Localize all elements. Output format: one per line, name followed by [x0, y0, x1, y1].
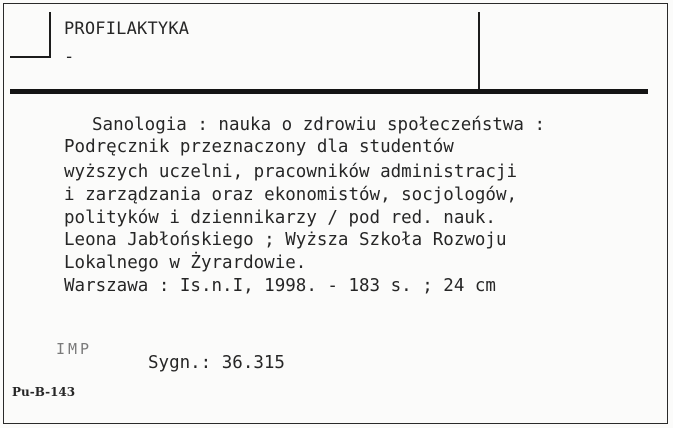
call-number: Sygn.: 36.315: [148, 353, 285, 373]
subject-dash: -: [64, 47, 75, 67]
header-rule: [10, 89, 648, 94]
publication-line: Warszawa : Is.n.I, 1998. - 183 s. ; 24 cm: [64, 276, 496, 296]
description-line: polityków i dziennikarzy / pod red. nauk.: [64, 208, 496, 228]
stamp-mark: IMP: [56, 340, 93, 358]
header-divider: [478, 12, 480, 90]
description-line: i zarządzania oraz ekonomistów, socjologów,: [64, 185, 518, 205]
description-line: Lokalnego w Żyrardowie.: [64, 253, 307, 273]
description-line: wyższych uczelni, pracowników administracji: [64, 162, 518, 182]
description-line: Sanologia : nauka o zdrowiu społeczeństwa :: [92, 115, 546, 135]
corner-mark-horizontal: [10, 56, 51, 58]
description-line: Podręcznik przeznaczony dla studentów: [64, 137, 454, 157]
description-line: Leona Jabłońskiego ; Wyższa Szkoła Rozwoju: [64, 230, 507, 250]
corner-mark-vertical: [49, 12, 51, 58]
library-code: Pu-B-143: [12, 385, 76, 399]
subject-heading: PROFILAKTYKA: [64, 19, 190, 39]
